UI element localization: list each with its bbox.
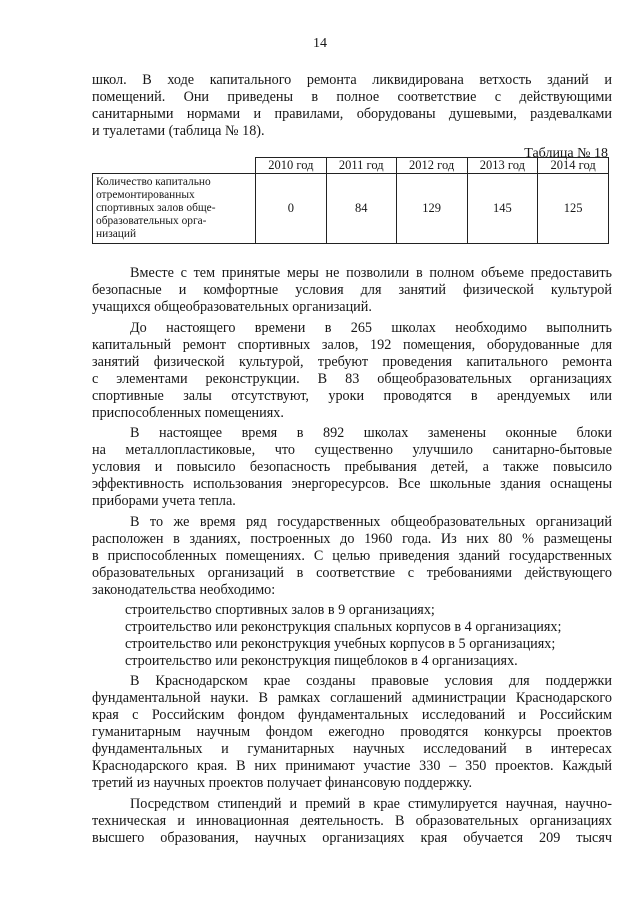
text-line: занятий физической культурой, требуют проведения капитального ремонта [92,354,612,370]
text-line: фундаментальных и гуманитарных научных исследований в интересах [92,741,612,757]
text-line: приборами учета тепла. [92,493,236,509]
list-item: строительство спортивных залов в 9 организациях; [125,602,435,618]
text-line: До настоящего времени в 265 школах необходимо выполнить [130,320,612,336]
table-header-cell: 2010 год [256,158,327,174]
list-item: строительство или реконструкция учебных корпусов в 5 организациях; [125,636,556,652]
table-row [93,174,609,244]
text-line: школ. В ходе капитального ремонта ликвидирована ветхость зданий и [92,72,612,88]
text-line: фундаментальной науки. В рамках соглашений администрации Краснодарского [92,690,612,706]
text-line: безопасные и комфортные условия для занятий физической культурой [92,282,612,298]
table-header-cell: 2011 год [326,158,396,174]
table-caption: Таблица № 18 [524,146,608,161]
text-line: капитальный ремонт спортивных залов, 192 помещения, оборудованные для [92,337,612,353]
text-line: в приспособленных помещениях. С целью приведения зданий государственных [92,548,612,564]
table-corner-cell [93,158,256,174]
text-line: и туалетами (таблица № 18). [92,123,265,139]
text-line: Вместе с тем принятые меры не позволили в полном объеме предоставить [130,265,612,281]
text-line: края с Российским фондом фундаментальных исследований и Российским [92,707,612,723]
text-line: Посредством стипендий и премий в крае стимулируется научная, научно- [130,796,612,812]
table-cell: 84 [326,174,396,244]
table-header-row [93,158,609,174]
text-line: приспособленных помещениях. [92,405,284,421]
text-line: условия и повысило безопасность пребывания детей, а также повысило [92,459,612,475]
text-line: санитарными нормами и правилами, оборудованы душевыми, раздевалками [92,106,612,122]
table-row-label: Количество капитально отремонтированных спортивных залов обще- образовательных орга- низаций [93,174,256,244]
page-number: 14 [313,36,327,51]
text-line: учащихся общеобразовательных организаций. [92,299,372,315]
list-item: строительство или реконструкция пищеблоков в 4 организациях. [125,653,518,669]
text-line: спортивные залы отсутствуют, уроки проводятся в арендуемых или [92,388,612,404]
text-line: помещений. Они приведены в полное соответствие с действующими [92,89,612,105]
list-item: строительство или реконструкция спальных корпусов в 4 организациях; [125,619,562,635]
text-line: законодательства необходимо: [92,582,276,598]
table-cell: 0 [256,174,327,244]
text-line: с элементами реконструкции. В 83 общеобразовательных организациях [92,371,612,387]
text-line: эффективность использования энергоресурсов. Все школьные здания оснащены [92,476,612,492]
text-line: образовательных организаций в соответствие с требованиями действующего [92,565,612,581]
text-line: высшего образования, научных организациях края обучается 209 тысяч [92,830,612,846]
text-line: техническая и инновационная деятельность. В образовательных организациях [92,813,612,829]
text-line: В настоящее время в 892 школах заменены оконные блоки [130,425,612,441]
table-cell: 145 [467,174,538,244]
text-line: третий из научных проектов получает финансовую поддержку. [92,775,472,791]
text-line: расположен в зданиях, построенных до 1960 года. Из них 80 % размещены [92,531,612,547]
table-header-cell: 2012 год [396,158,467,174]
table-cell: 125 [538,174,609,244]
text-line: на металлопластиковые, что существенно улучшило санитарно-бытовые [92,442,612,458]
table-cell: 129 [396,174,467,244]
repair-table [92,157,609,244]
text-line: В Краснодарском крае созданы правовые условия для поддержки [130,673,612,689]
table-header-cell: 2013 год [467,158,538,174]
text-line: Краснодарского края. В них принимают участие 330 – 350 проектов. Каждый [92,758,612,774]
text-line: гуманитарным научным фондом ежегодно проводятся конкурсы проектов [92,724,612,740]
table-header-cell: 2014 год [538,158,609,174]
text-line: В то же время ряд государственных общеобразовательных организаций [130,514,612,530]
